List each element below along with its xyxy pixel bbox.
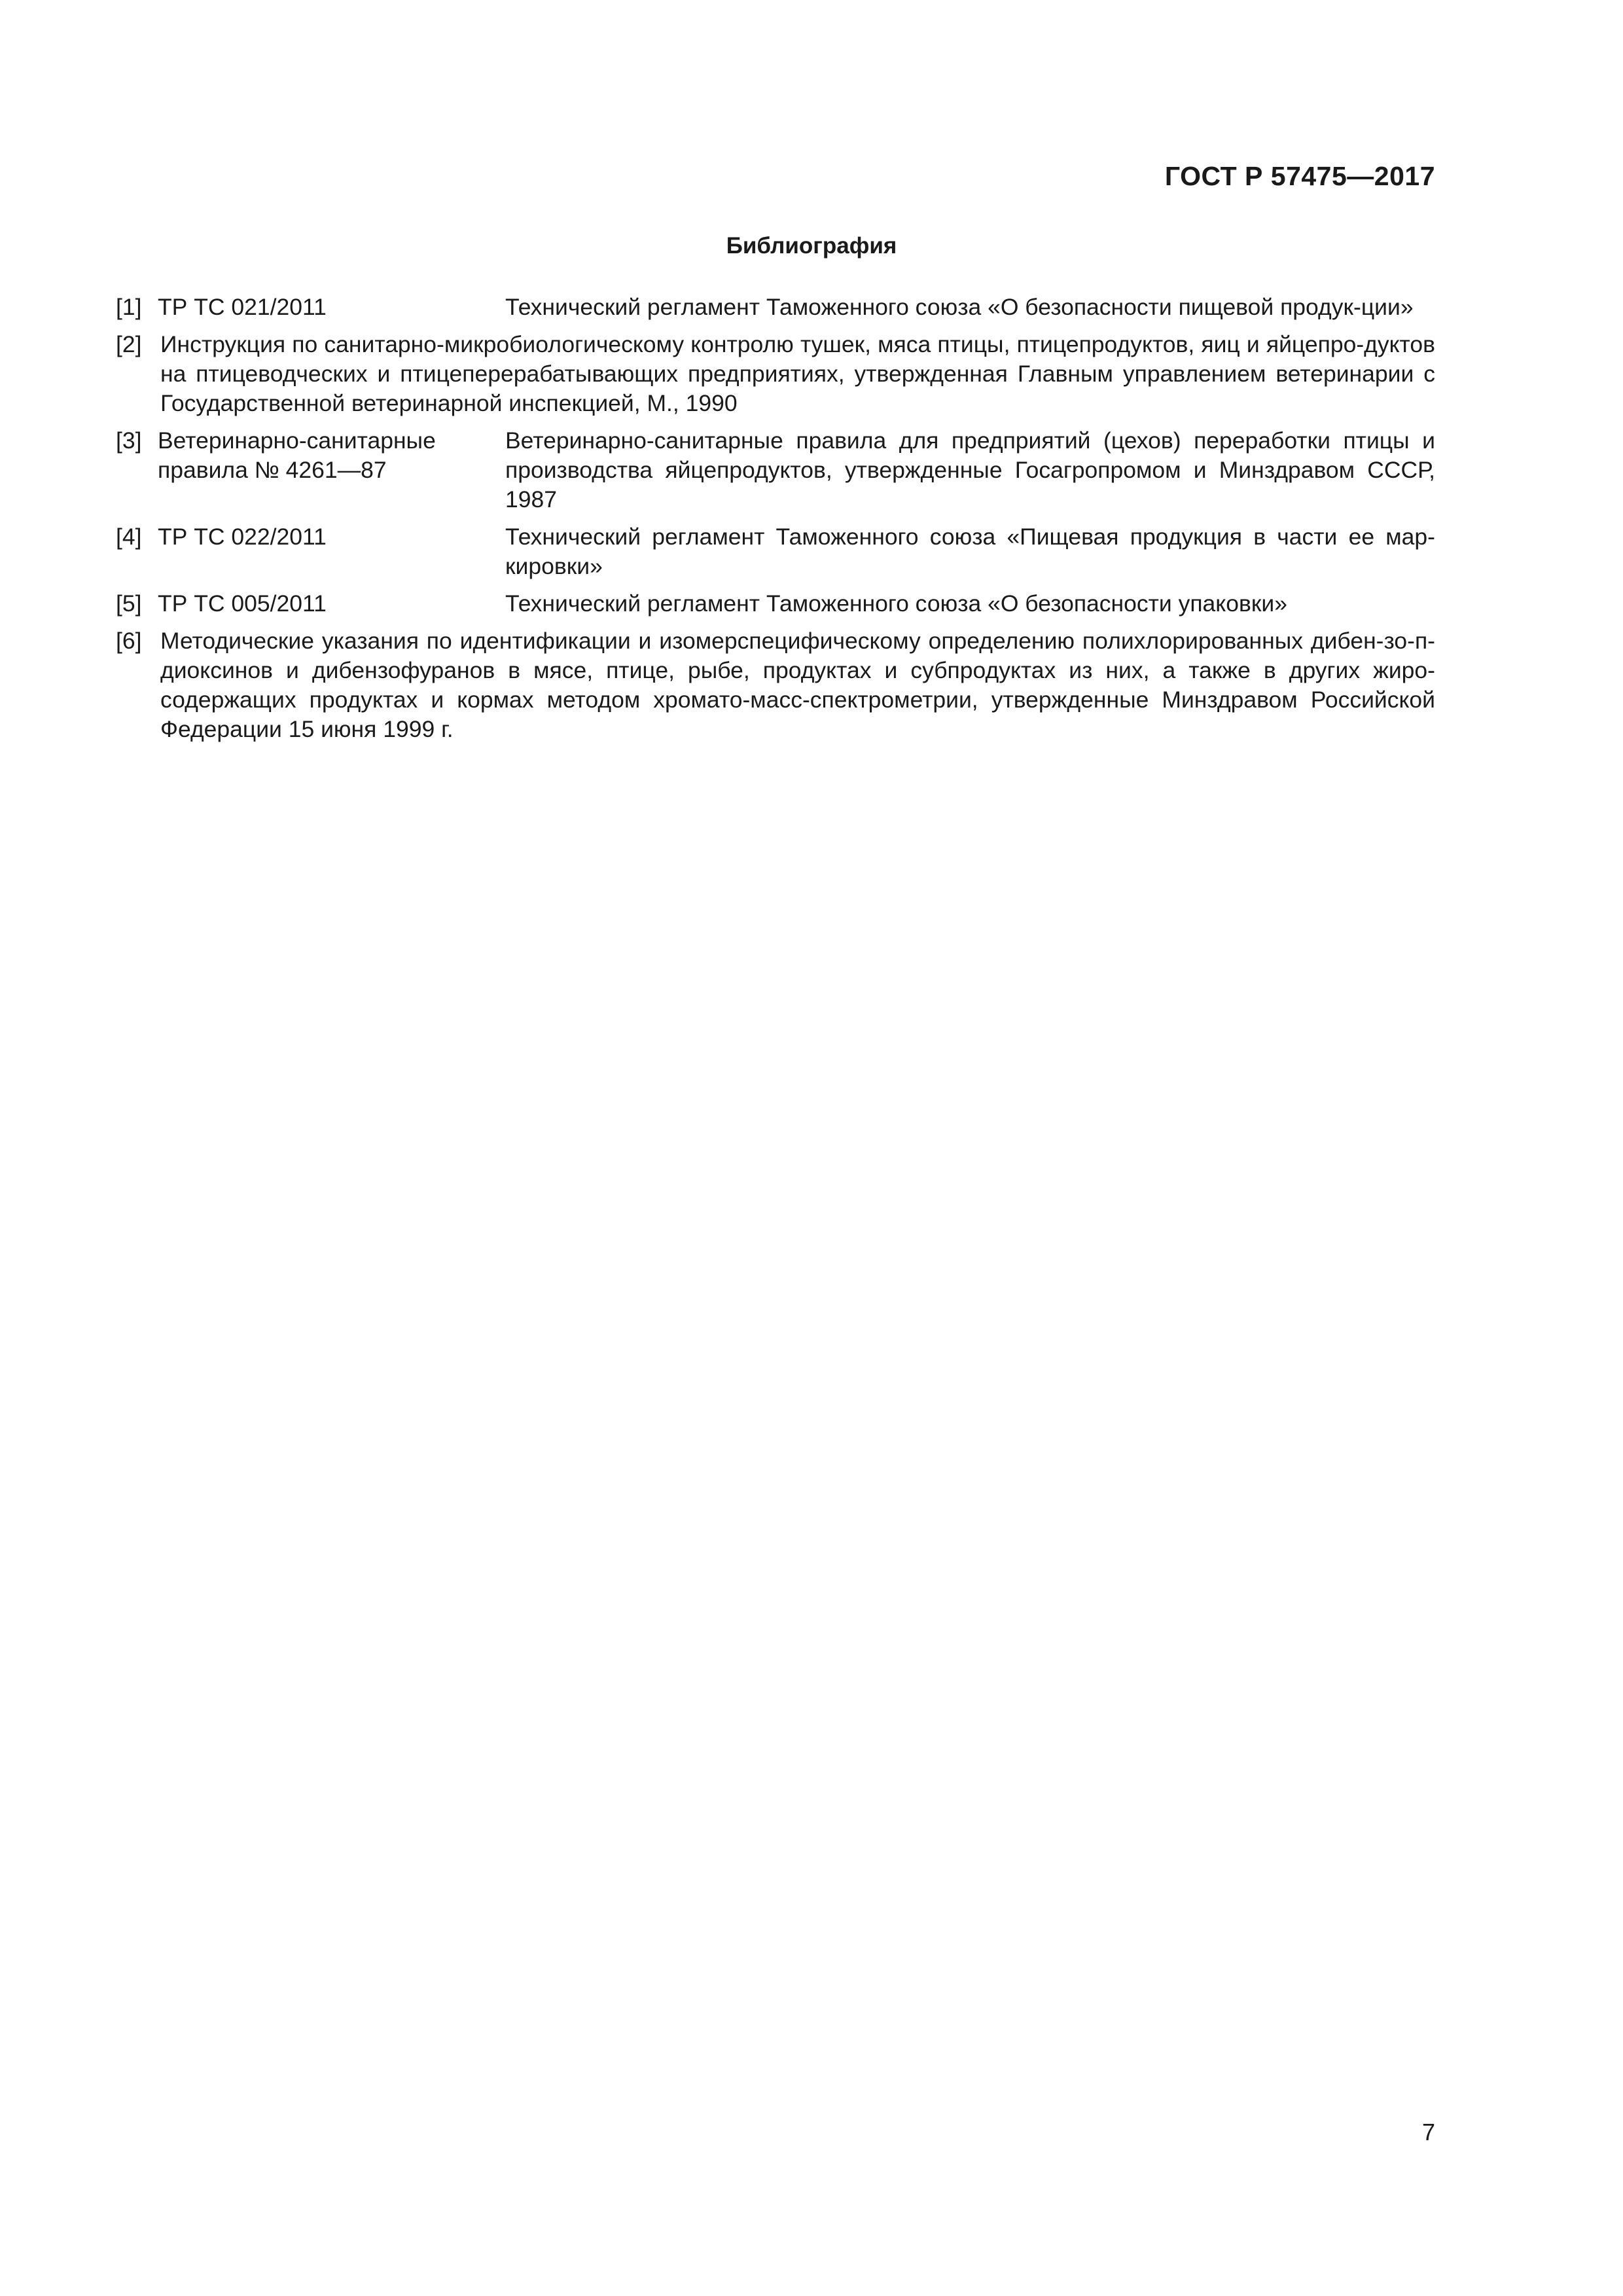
entry-text: Инструкция по санитарно-микробиологическому контролю тушек, мяса птицы, птицепродуктов, яиц и яйцепро-дуктов на птицеводческих и птицеперерабатывающих предприятиях, утвержденная Главным управлением ветеринарии с Государственной ветеринарной инспекцией, М., 1990 xyxy=(160,331,1435,416)
entry-number: [3] xyxy=(116,427,142,454)
entry-description: Технический регламент Таможенного союза «Пищевая продукция в части ее мар-кировки» xyxy=(505,524,1435,579)
entry-number: [1] xyxy=(116,294,142,320)
entry-reference: Ветеринарно-санитарные правила № 4261—87 xyxy=(158,427,436,483)
bibliography-list xyxy=(116,293,1435,752)
entry-reference: ТР ТС 022/2011 xyxy=(158,524,327,550)
entry-description: Технический регламент Таможенного союза «О безопасности пищевой продук-ции» xyxy=(505,294,1414,320)
entry-description: Технический регламент Таможенного союза «О безопасности упаковки» xyxy=(505,590,1287,617)
bibliography-entry-3 xyxy=(116,426,1435,514)
bibliography-entry-2 xyxy=(116,330,1435,418)
document-code: ГОСТ Р 57475—2017 xyxy=(1164,161,1435,191)
entry-text: Методические указания по идентификации и изомерспецифическому определению полихлорированных дибен-зо-п-диоксинов и дибензофуранов в мясе, птице, рыбе, продуктах и субпродуктах из них, а также в других жиро-содержащих продуктах и кормах методом хромато-масс-спектрометрии, утвержденные Минздравом Российской Федерации 15 июня 1999 г. xyxy=(160,628,1435,742)
entry-reference: ТР ТС 021/2011 xyxy=(158,294,327,320)
entry-number: [4] xyxy=(116,524,142,550)
entry-reference: ТР ТС 005/2011 xyxy=(158,590,327,617)
page-number: 7 xyxy=(1421,2119,1435,2145)
entry-number: [6] xyxy=(116,628,142,654)
page-title: Библиография xyxy=(726,233,897,259)
bibliography-entry-4 xyxy=(116,522,1435,581)
entry-number: [5] xyxy=(116,590,142,617)
bibliography-entry-5 xyxy=(116,589,1435,619)
bibliography-entry-6 xyxy=(116,626,1435,744)
entry-description: Ветеринарно-санитарные правила для предприятий (цехов) переработки птицы и производства яйцепродуктов, утвержденные Госагропромом и Минздравом СССР, 1987 xyxy=(505,427,1435,512)
bibliography-entry-1 xyxy=(116,293,1435,322)
entry-number: [2] xyxy=(116,331,142,357)
